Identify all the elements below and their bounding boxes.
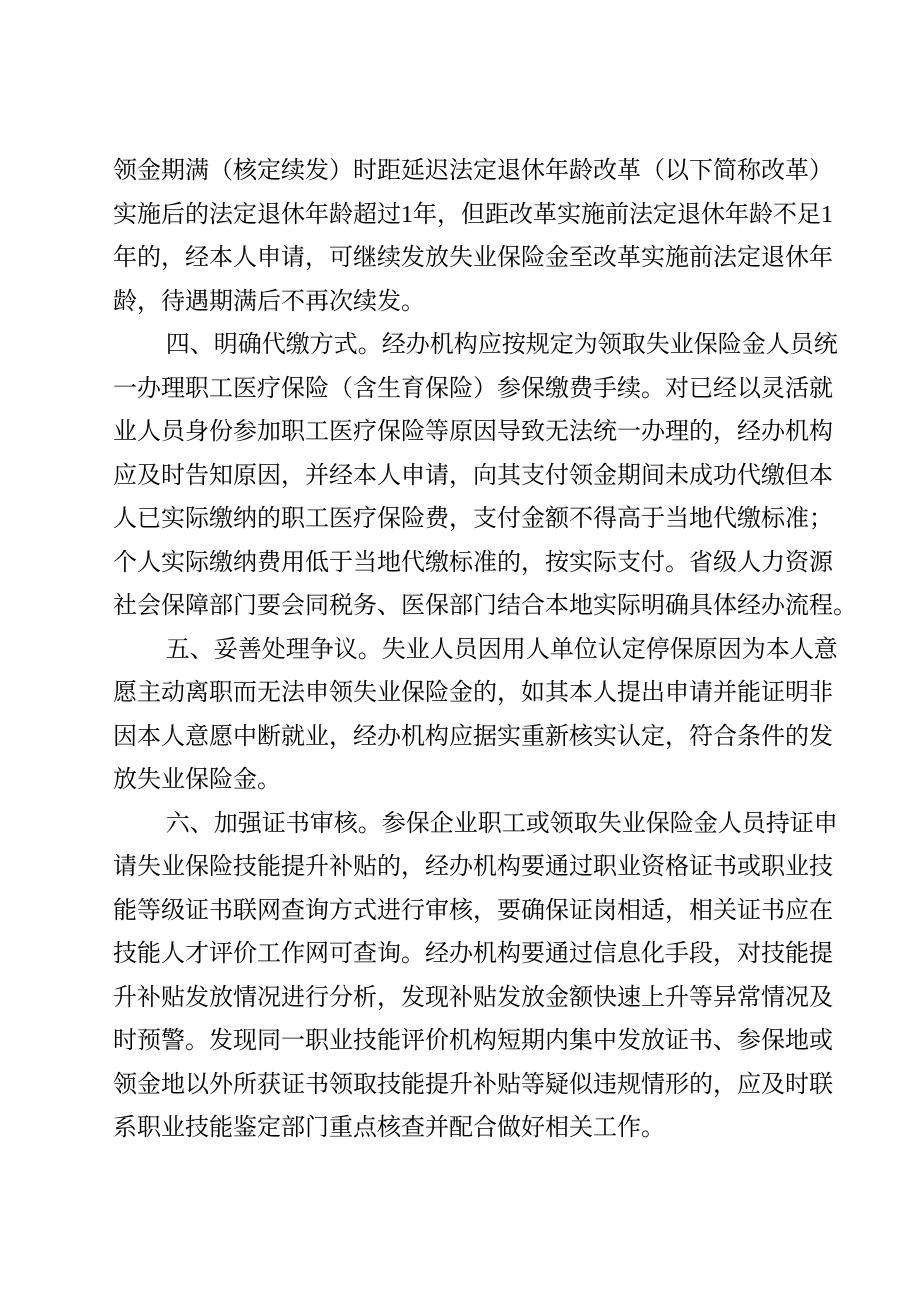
text-line: 时预警。发现同一职业技能评价机构短期内集中发放证书、参保地或 — [113, 1028, 833, 1054]
paragraph — [113, 629, 873, 803]
text-line: 四、明确代缴方式。经办机构应按规定为领取失业保险金人员统 — [165, 332, 838, 358]
paragraph — [113, 150, 873, 324]
text-line: 请失业保险技能提升补贴的，经办机构要通过职业资格证书或职业技 — [113, 854, 833, 880]
text-line: 系职业技能鉴定部门重点核查并配合做好相关工作。 — [113, 1115, 665, 1141]
text-line: 技能人才评价工作网可查询。经办机构要通过信息化手段，对技能提 — [113, 941, 833, 967]
text-line: 社会保障部门要会同税务、医保部门结合本地实际明确具体经办流程。 — [113, 593, 857, 619]
text-line: 年的，经本人申请，可继续发放失业保险金至改革实施前法定退休年 — [113, 245, 833, 271]
text-line: 领金地以外所获证书领取技能提升补贴等疑似违规情形的，应及时联 — [113, 1071, 833, 1098]
text-line: 人已实际缴纳的职工医疗保险费，支付金额不得高于当地代缴标准； — [113, 506, 833, 532]
text-line: 个人实际缴纳费用低于当地代缴标准的，按实际支付。省级人力资源 — [113, 549, 833, 576]
text-line: 升补贴发放情况进行分析，发现补贴发放金额快速上升等异常情况及 — [113, 984, 833, 1011]
text-line: 能等级证书联网查询方式进行审核，要确保证岗相适，相关证书应在 — [113, 897, 833, 924]
paragraph — [113, 324, 873, 629]
text-line: 愿主动离职而无法申领失业保险金的，如其本人提出申请并能证明非 — [113, 680, 833, 706]
paragraph — [113, 803, 873, 1151]
text-line: 龄，待遇期满后不再次续发。 — [113, 288, 425, 315]
text-line: 领金期满（核定续发）时距延迟法定退休年龄改革（以下简称改革） — [113, 158, 833, 184]
text-line: 因本人意愿中断就业，经办机构应据实重新核实认定，符合条件的发 — [113, 723, 833, 750]
text-line: 业人员身份参加职工医疗保险等原因导致无法统一办理的，经办机构 — [113, 419, 833, 445]
text-line: 实施后的法定退休年龄超过1年，但距改革实施前法定退休年龄不足1 — [113, 201, 833, 228]
text-line: 放失业保险金。 — [113, 767, 281, 793]
text-line: 一办理职工医疗保险（含生育保险）参保缴费手续。对已经以灵活就 — [113, 375, 833, 402]
text-line: 五、妥善处理争议。失业人员因用人单位认定停保原因为本人意 — [165, 636, 838, 663]
text-line: 六、加强证书审核。参保企业职工或领取失业保险金人员持证申 — [165, 810, 838, 837]
text-line: 应及时告知原因，并经本人申请，向其支付领金期间未成功代缴但本 — [113, 462, 833, 489]
